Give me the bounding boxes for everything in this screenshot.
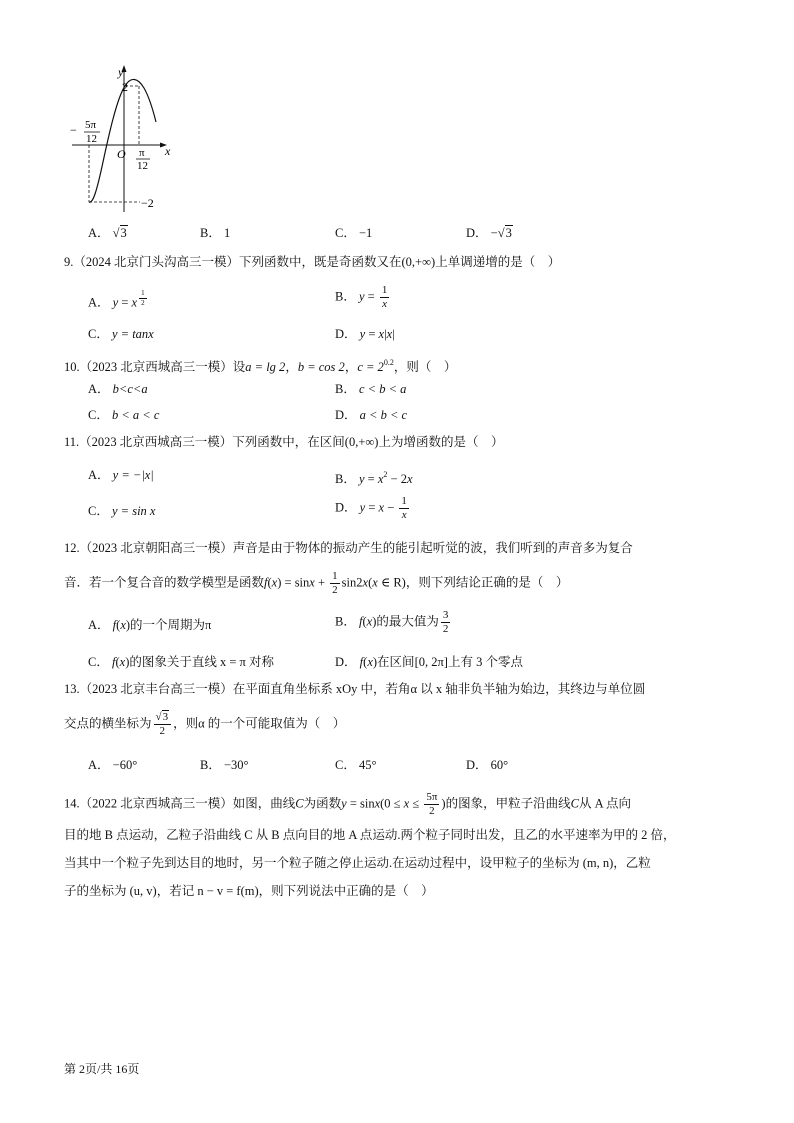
q11-option-a: A． y = −|x| [88,468,154,482]
page-footer: 第 2页/共 16页 [64,1062,140,1076]
q13-option-a: A． −60° [88,758,138,772]
q13-option-b: B． −30° [200,758,249,772]
neg-label-numerator: 5π [85,119,97,131]
q13-line2: 交点的横坐标为 $\frac{√3}{2}$ ，则α 的一个可能取值为（ ） [64,711,346,737]
q10-option-d: D． a < b < c [335,408,408,422]
q11-option-d: D． y = x − $\frac{1}{x}$ [335,495,407,521]
neg-sign: − [70,123,77,137]
q13-option-c: C． 45° [335,758,377,772]
q14-line2: 目的地 B 点运动，乙粒子沿曲线 C 从 B 点向目的地 A 点运动.两个粒子同时出发，且乙的水平速率为甲的 2 倍， [64,828,676,842]
q10-option-c: C． b < a < c [88,408,160,422]
q14-line1: 14.（2022 北京西城高三一模）如图，曲线C为函数y = sinx(0 ≤ x ≤ $\frac{5\pi}{2}$ )的图象，甲粒子沿曲线C从 A 点向 [64,791,632,817]
q12-option-a: A． f(x)的一个周期为π [88,618,212,632]
q10-option-b: B． c < b < a [335,382,407,396]
q12-option-b: B． f(x)的最大值为 $\frac{3}{2}$ [335,609,449,635]
max-value-label: 2 [122,80,128,94]
q14-line3: 当其中一个粒子先到达目的地时，另一个粒子随之停止运动.在运动过程中，设甲粒子的坐标为 (m, n)，乙粒 [64,856,651,870]
q12-line2: 音．若一个复合音的数学模型是函数f(x) = sinx + $\frac{1}{2}$ sin2x(x ∈ R)，则下列结论正确的是（ ） [64,570,569,596]
q13-option-d: D． 60° [466,758,509,772]
x-axis-label: x [165,144,171,158]
pos-label-denominator: 12 [137,160,148,172]
q9-option-c: C． y = tanx [88,327,154,341]
q12-line1: 12.（2023 北京朝阳高三一模）声音是由于物体的振动产生的能引起听觉的波，我们听到的声音多为复合 [64,541,633,555]
q9-option-d: D． y = x|x| [335,327,395,341]
pos-label-numerator: π [139,147,145,159]
q10-option-a: A． b<c<a [88,382,148,396]
q11-option-c: C． y = sin x [88,504,156,518]
function-graph [68,62,178,217]
q8-option-c: C． −1 [335,226,373,240]
q9-option-a: A． y = x $^{\frac{1}{2}}$ [88,289,145,310]
q12-option-c: C． f(x)的图象关于直线 x = π 对称 [88,655,274,669]
origin-label: O [117,147,126,161]
q8-option-a: A． √3 [88,226,127,240]
q9-option-b: B． y = $\frac{1}{x}$ [335,284,388,310]
q13-line1: 13.（2023 北京丰台高三一模）在平面直角坐标系 xOy 中，若角α 以 x 轴非负半轴为始边，其终边与单位圆 [64,682,646,696]
q12-option-d: D． f(x)在区间[0, 2π]上有 3 个零点 [335,655,523,669]
neg-label-denominator: 12 [86,133,97,145]
sine-curve [89,79,156,202]
q11-stem: 11.（2023 北京西城高三一模）下列函数中，在区间(0,+∞)上为增函数的是（ ） [64,435,504,449]
q14-line4: 子的坐标为 (u, v)，若记 n − v = f(m)，则下列说法中正确的是（ ） [64,884,434,898]
min-value-label: −2 [141,196,154,210]
q8-option-d: D． −√3 [466,226,512,240]
q8-option-b: B． 1 [200,226,231,240]
q9-stem: 9.（2024 北京门头沟高三一模）下列函数中，既是奇函数又在(0,+∞)上单调递增的是（ ） [64,255,561,269]
q10-stem: 10.（2023 北京西城高三一模）设a = lg 2，b = cos 2，$c = 2^{0.2}$，则（ ） [64,358,457,374]
y-axis-label: y [118,65,124,79]
q11-option-b: B． $y = x^2 - 2x$ [335,470,413,486]
